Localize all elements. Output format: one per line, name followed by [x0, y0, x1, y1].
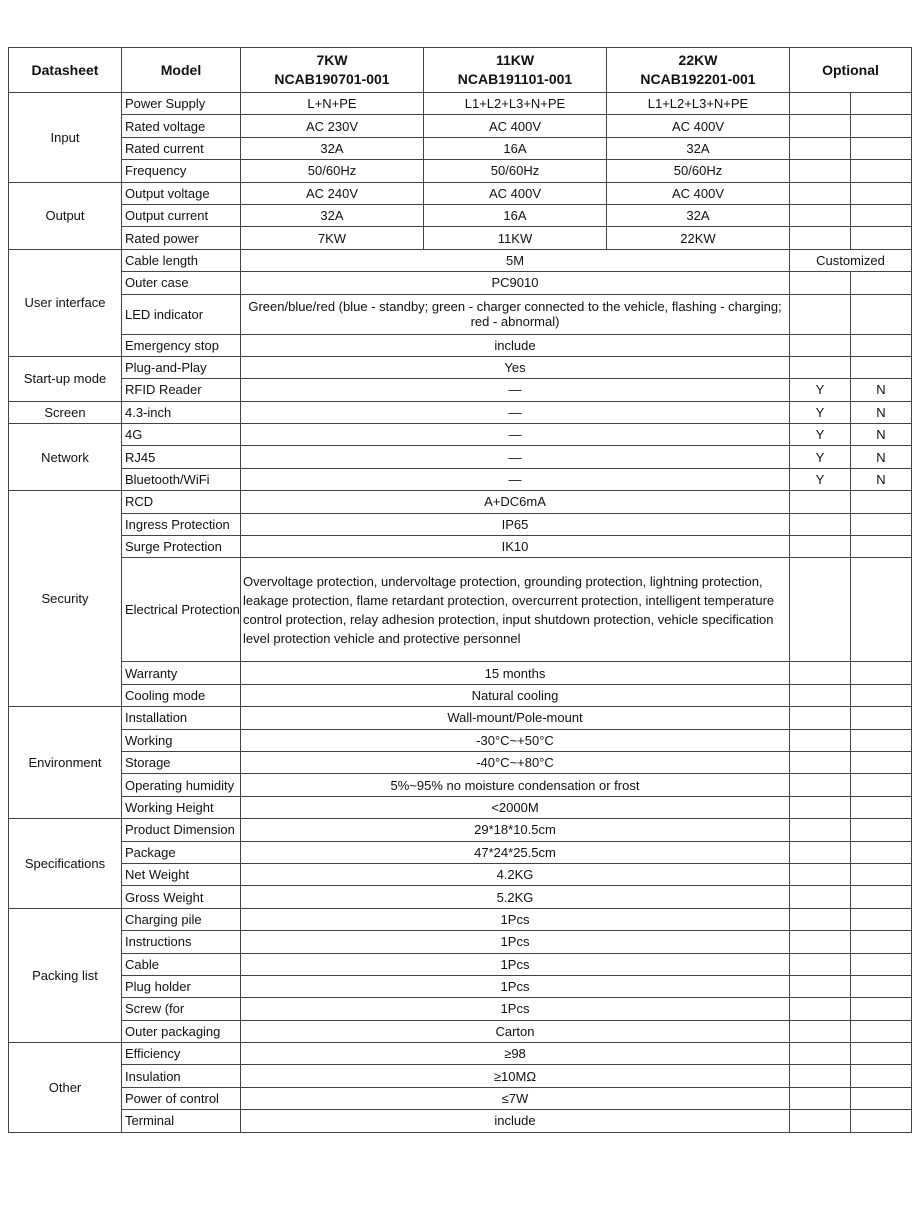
optional-yes: Y — [790, 468, 851, 490]
value-all: IP65 — [241, 513, 790, 535]
optional-yes: Y — [790, 379, 851, 401]
value-all: -40°C~+80°C — [241, 751, 790, 773]
value-all: <2000M — [241, 796, 790, 818]
param-label: RCD — [122, 491, 241, 513]
optional-cell — [851, 334, 912, 356]
param-label: Frequency — [122, 160, 241, 182]
header-7kw-power: 7KW — [316, 52, 348, 68]
optional-cell — [790, 536, 851, 558]
param-label: Terminal — [122, 1110, 241, 1132]
value-all: include — [241, 334, 790, 356]
value-all: — — [241, 468, 790, 490]
table-row — [9, 93, 912, 115]
param-label: Screw (for — [122, 998, 241, 1020]
param-label: RFID Reader — [122, 379, 241, 401]
optional-cell — [790, 1087, 851, 1109]
optional-cell — [851, 160, 912, 182]
table-row — [9, 1020, 912, 1042]
optional-cell — [790, 886, 851, 908]
value-all: 1Pcs — [241, 975, 790, 997]
optional-cell — [851, 975, 912, 997]
param-label: Net Weight — [122, 863, 241, 885]
value-all: 5M — [241, 249, 790, 271]
optional-cell — [790, 558, 851, 662]
param-label: Gross Weight — [122, 886, 241, 908]
table-row — [9, 684, 912, 706]
optional-cell — [851, 204, 912, 226]
param-label: Rated power — [122, 227, 241, 249]
param-label: Cable — [122, 953, 241, 975]
value-22kw: AC 400V — [607, 182, 790, 204]
optional-cell — [851, 491, 912, 513]
value-all: — — [241, 401, 790, 423]
optional-cell — [790, 115, 851, 137]
value-7kw: L+N+PE — [241, 93, 424, 115]
value-all: 5%~95% no moisture condensation or frost — [241, 774, 790, 796]
optional-cell — [851, 998, 912, 1020]
optional-cell — [851, 684, 912, 706]
optional-cell — [790, 796, 851, 818]
value-22kw: 32A — [607, 204, 790, 226]
table-row — [9, 160, 912, 182]
optional-cell — [851, 729, 912, 751]
table-row — [9, 379, 912, 401]
table-row — [9, 975, 912, 997]
optional-cell — [790, 1065, 851, 1087]
header-22kw-power: 22KW — [678, 52, 718, 68]
optional-cell — [851, 841, 912, 863]
value-11kw: 16A — [424, 137, 607, 159]
table-row — [9, 558, 912, 662]
table-row — [9, 227, 912, 249]
table-row — [9, 998, 912, 1020]
optional-cell — [790, 908, 851, 930]
table-row — [9, 249, 912, 271]
param-label: Working Height — [122, 796, 241, 818]
value-11kw: L1+L2+L3+N+PE — [424, 93, 607, 115]
optional-cell — [790, 93, 851, 115]
value-22kw: 50/60Hz — [607, 160, 790, 182]
optional-cell — [851, 536, 912, 558]
optional-cell — [790, 863, 851, 885]
header-7kw — [241, 48, 424, 93]
param-label: Ingress Protection — [122, 513, 241, 535]
header-optional: Optional — [790, 48, 912, 93]
value-all: 5.2KG — [241, 886, 790, 908]
optional-cell — [851, 1043, 912, 1065]
param-label: Instructions — [122, 931, 241, 953]
group-environment: Environment — [9, 707, 122, 819]
table-row — [9, 729, 912, 751]
optional-cell — [851, 662, 912, 684]
optional-cell — [851, 863, 912, 885]
value-all: PC9010 — [241, 272, 790, 294]
param-label: Plug holder — [122, 975, 241, 997]
value-7kw: AC 240V — [241, 182, 424, 204]
optional-cell — [790, 841, 851, 863]
optional-cell — [790, 160, 851, 182]
value-all: Wall-mount/Pole-mount — [241, 707, 790, 729]
table-row — [9, 334, 912, 356]
optional-cell — [790, 774, 851, 796]
table-row — [9, 294, 912, 334]
value-7kw: 50/60Hz — [241, 160, 424, 182]
group-security: Security — [9, 491, 122, 707]
optional-cell — [851, 137, 912, 159]
param-label: Power Supply — [122, 93, 241, 115]
value-all: 15 months — [241, 662, 790, 684]
param-label: LED indicator — [122, 294, 241, 334]
param-label: Surge Protection — [122, 536, 241, 558]
group-user-interface: User interface — [9, 249, 122, 356]
optional-cell — [790, 182, 851, 204]
optional-cell — [851, 1065, 912, 1087]
optional-cell — [851, 272, 912, 294]
param-label: Operating humidity — [122, 774, 241, 796]
optional-cell — [851, 93, 912, 115]
group-startup: Start-up mode — [9, 356, 122, 401]
header-22kw-code: NCAB192201-001 — [640, 71, 756, 87]
header-11kw-code: NCAB191101-001 — [457, 71, 573, 87]
param-label: Outer packaging — [122, 1020, 241, 1042]
value-all: — — [241, 446, 790, 468]
param-label: Rated current — [122, 137, 241, 159]
value-all: 1Pcs — [241, 908, 790, 930]
param-label: Cooling mode — [122, 684, 241, 706]
value-all: Natural cooling — [241, 684, 790, 706]
optional-no: N — [851, 468, 912, 490]
optional-cell — [851, 953, 912, 975]
value-22kw: AC 400V — [607, 115, 790, 137]
optional-no: N — [851, 401, 912, 423]
param-label: Charging pile — [122, 908, 241, 930]
value-all: Yes — [241, 356, 790, 378]
optional-cell — [790, 662, 851, 684]
optional-cell — [790, 137, 851, 159]
table-row — [9, 774, 912, 796]
optional-cell — [851, 513, 912, 535]
value-all: -30°C~+50°C — [241, 729, 790, 751]
value-all: Carton — [241, 1020, 790, 1042]
table-row — [9, 446, 912, 468]
value-all: 1Pcs — [241, 953, 790, 975]
optional-cell — [790, 1110, 851, 1132]
table-row — [9, 908, 912, 930]
optional-cell — [851, 931, 912, 953]
optional-cell — [790, 819, 851, 841]
param-label: Storage — [122, 751, 241, 773]
param-label: 4G — [122, 424, 241, 446]
param-label: Cable length — [122, 249, 241, 271]
header-row — [9, 48, 912, 93]
param-label: Working — [122, 729, 241, 751]
table-row — [9, 356, 912, 378]
value-11kw: 16A — [424, 204, 607, 226]
param-label: Warranty — [122, 662, 241, 684]
value-22kw: 22KW — [607, 227, 790, 249]
optional-cell — [790, 931, 851, 953]
table-row — [9, 115, 912, 137]
value-7kw: 7KW — [241, 227, 424, 249]
group-screen: Screen — [9, 401, 122, 423]
value-all: 47*24*25.5cm — [241, 841, 790, 863]
table-row — [9, 751, 912, 773]
group-packing: Packing list — [9, 908, 122, 1042]
optional-cell — [851, 707, 912, 729]
optional-cell — [790, 1043, 851, 1065]
table-row — [9, 424, 912, 446]
param-label: Product Dimension — [122, 819, 241, 841]
optional-cell — [851, 751, 912, 773]
table-row — [9, 1065, 912, 1087]
table-row — [9, 513, 912, 535]
optional-cell — [851, 356, 912, 378]
optional-cell — [790, 334, 851, 356]
table-row — [9, 401, 912, 423]
optional-cell — [790, 513, 851, 535]
value-7kw: 32A — [241, 204, 424, 226]
value-all: ≥98 — [241, 1043, 790, 1065]
optional-no: N — [851, 446, 912, 468]
optional-cell — [851, 227, 912, 249]
optional-cell — [851, 886, 912, 908]
table-row — [9, 204, 912, 226]
group-output: Output — [9, 182, 122, 249]
group-network: Network — [9, 424, 122, 491]
value-all: IK10 — [241, 536, 790, 558]
table-row — [9, 1110, 912, 1132]
value-all: include — [241, 1110, 790, 1132]
optional-cell — [790, 975, 851, 997]
optional-cell — [851, 115, 912, 137]
optional-cell — [851, 908, 912, 930]
table-row — [9, 536, 912, 558]
value-11kw: AC 400V — [424, 182, 607, 204]
param-label: Bluetooth/WiFi — [122, 468, 241, 490]
header-11kw — [424, 48, 607, 93]
optional-cell — [851, 1020, 912, 1042]
value-all: A+DC6mA — [241, 491, 790, 513]
header-datasheet: Datasheet — [9, 48, 122, 93]
optional-cell — [790, 272, 851, 294]
value-all: ≥10MΩ — [241, 1065, 790, 1087]
value-all: 1Pcs — [241, 998, 790, 1020]
optional-cell — [851, 1087, 912, 1109]
table-row — [9, 468, 912, 490]
optional-yes: Y — [790, 446, 851, 468]
value-7kw: 32A — [241, 137, 424, 159]
optional-cell — [790, 707, 851, 729]
optional-yes: Y — [790, 401, 851, 423]
value-all: 1Pcs — [241, 931, 790, 953]
value-22kw: L1+L2+L3+N+PE — [607, 93, 790, 115]
table-row — [9, 819, 912, 841]
table-row — [9, 137, 912, 159]
param-label: Installation — [122, 707, 241, 729]
param-label: Output current — [122, 204, 241, 226]
table-row — [9, 931, 912, 953]
header-22kw — [607, 48, 790, 93]
table-row — [9, 182, 912, 204]
header-model: Model — [122, 48, 241, 93]
param-label: Rated voltage — [122, 115, 241, 137]
value-11kw: 11KW — [424, 227, 607, 249]
optional-yes: Y — [790, 424, 851, 446]
optional-cell — [790, 751, 851, 773]
value-all: Green/blue/red (blue - standby; green - charger connected to the vehicle, flashing - charging; red - abnormal) — [241, 294, 790, 334]
optional-cell — [790, 953, 851, 975]
value-all: 29*18*10.5cm — [241, 819, 790, 841]
table-row — [9, 707, 912, 729]
optional-cell — [790, 294, 851, 334]
param-label: Outer case — [122, 272, 241, 294]
param-label: Insulation — [122, 1065, 241, 1087]
datasheet-table — [8, 47, 912, 1133]
table-row — [9, 841, 912, 863]
optional-cell — [790, 227, 851, 249]
param-label: Output voltage — [122, 182, 241, 204]
table-row — [9, 491, 912, 513]
optional-no: N — [851, 424, 912, 446]
value-all: ≤7W — [241, 1087, 790, 1109]
table-row — [9, 953, 912, 975]
optional-cell — [790, 491, 851, 513]
param-label: Package — [122, 841, 241, 863]
table-row — [9, 662, 912, 684]
optional-cell — [851, 558, 912, 662]
group-specifications: Specifications — [9, 819, 122, 909]
param-label: Plug-and-Play — [122, 356, 241, 378]
optional-cell — [790, 998, 851, 1020]
value-11kw: 50/60Hz — [424, 160, 607, 182]
value-all: — — [241, 424, 790, 446]
param-label: Emergency stop — [122, 334, 241, 356]
optional-cell — [790, 356, 851, 378]
optional-customized: Customized — [790, 249, 912, 271]
optional-cell — [790, 204, 851, 226]
param-label: Electrical Protection — [122, 558, 241, 662]
optional-cell — [851, 819, 912, 841]
optional-cell — [851, 796, 912, 818]
optional-cell — [790, 684, 851, 706]
optional-cell — [851, 774, 912, 796]
group-input: Input — [9, 93, 122, 183]
table-row — [9, 796, 912, 818]
group-other: Other — [9, 1043, 122, 1133]
header-11kw-power: 11KW — [495, 52, 535, 68]
header-7kw-code: NCAB190701-001 — [274, 71, 390, 87]
param-label: Power of control — [122, 1087, 241, 1109]
value-22kw: 32A — [607, 137, 790, 159]
optional-cell — [790, 729, 851, 751]
value-11kw: AC 400V — [424, 115, 607, 137]
value-7kw: AC 230V — [241, 115, 424, 137]
optional-cell — [851, 1110, 912, 1132]
value-all: Overvoltage protection, undervoltage protection, grounding protection, lightning protection, leakage protection, flame retardant protection, overcurrent protection, intelligent temperature control protection, relay adhesion protection, input shutdown protection, vehicle specification level protection vehicle and protective personnel — [241, 558, 790, 662]
value-all: 4.2KG — [241, 863, 790, 885]
param-label: 4.3-inch — [122, 401, 241, 423]
table-row — [9, 886, 912, 908]
optional-cell — [790, 1020, 851, 1042]
table-row — [9, 1043, 912, 1065]
optional-cell — [851, 294, 912, 334]
value-all: — — [241, 379, 790, 401]
param-label: Efficiency — [122, 1043, 241, 1065]
optional-no: N — [851, 379, 912, 401]
table-row — [9, 272, 912, 294]
optional-cell — [851, 182, 912, 204]
param-label: RJ45 — [122, 446, 241, 468]
table-row — [9, 1087, 912, 1109]
table-row — [9, 863, 912, 885]
